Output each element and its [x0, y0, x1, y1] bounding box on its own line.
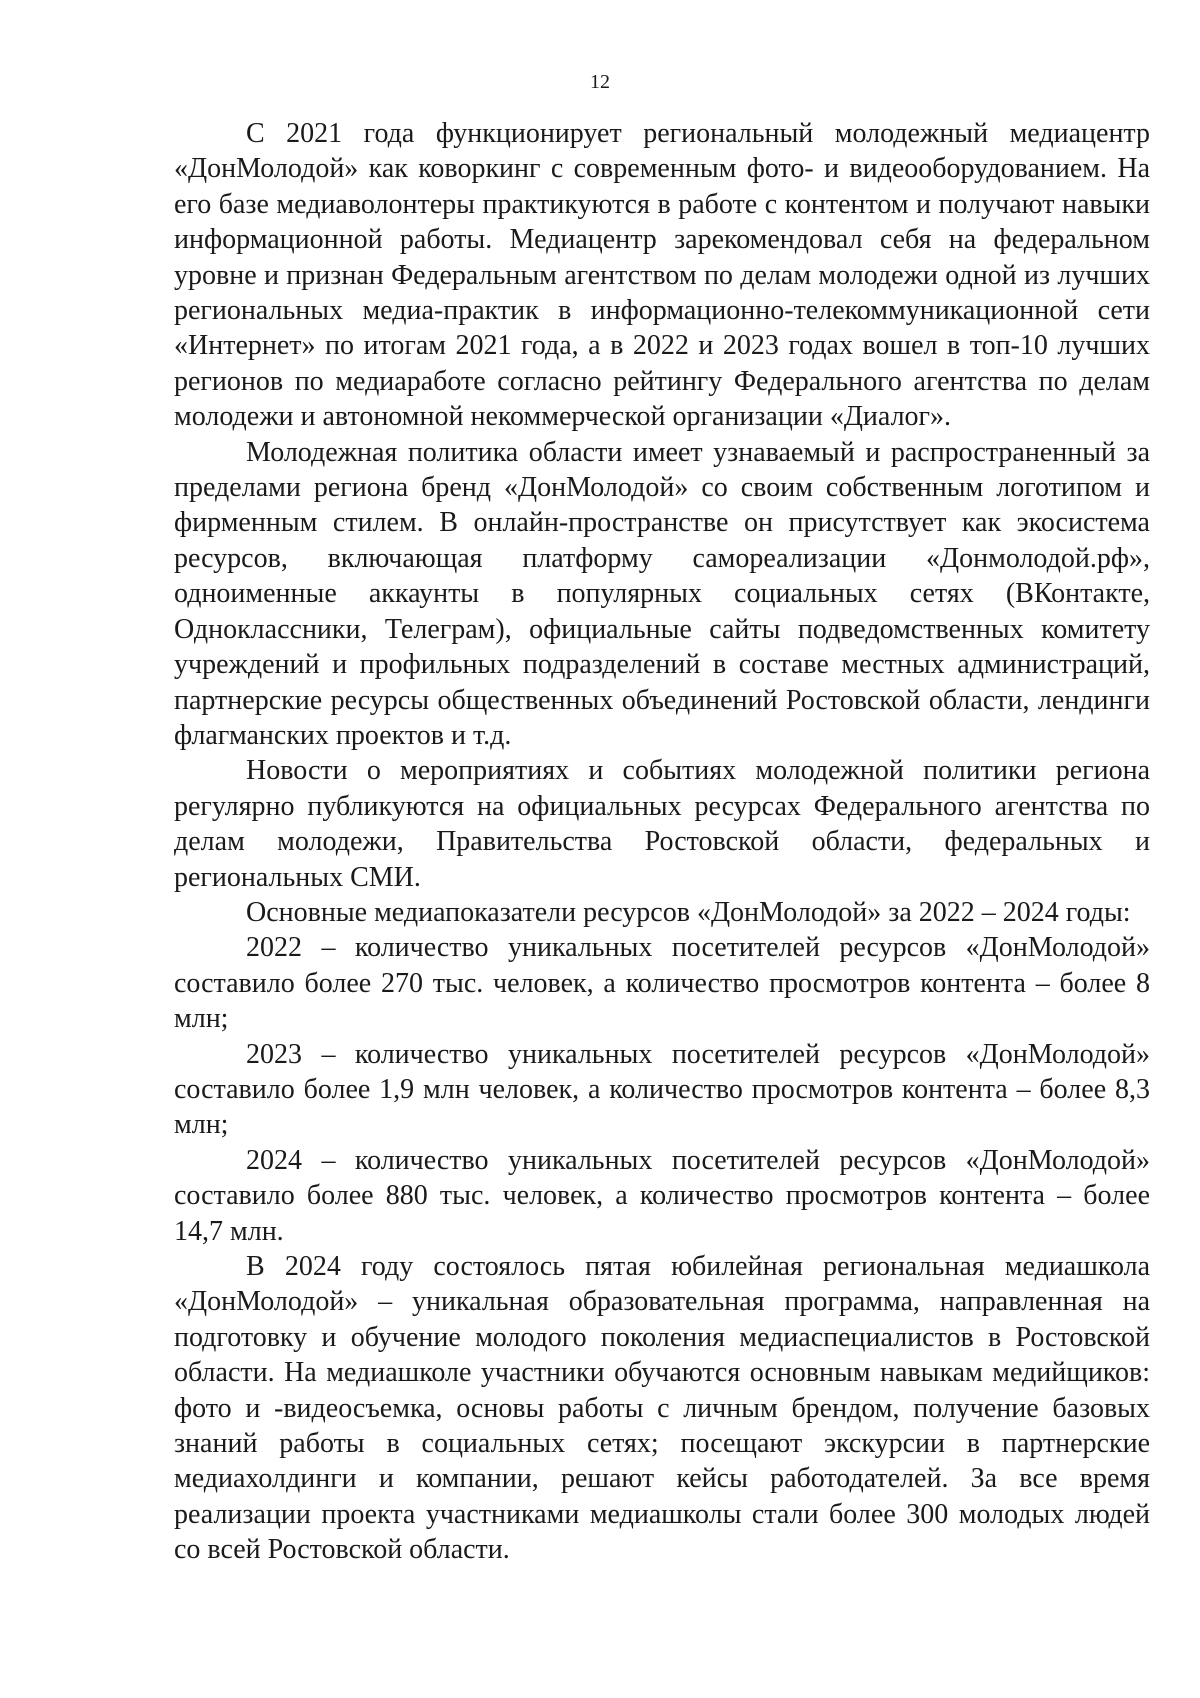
page-number: 12 — [590, 71, 610, 93]
paragraph-media-school: В 2024 году состоялось пятая юбилейная региональная медиашкола «ДонМолодой» – уникальная образовательная программа, направленная на подготовку и обучение молодого поколения медиаспециалистов в Ростовской области. На медиашколе участники обучаются основным навыкам медийщиков: фото и -видеосъемка, основы работы с личным брендом, получение базовых знаний работы в социальных сетях; посещают экскурсии в партнерские медиахолдинги и компании, решают кейсы работодателей. За все время реализации проекта участниками медиашколы стали более 300 молодых людей со всей Ростовской области. — [174, 1251, 1150, 1566]
paragraph-brand: Молодежная политика области имеет узнаваемый и распространенный за пределами региона бренд «ДонМолодой» со своим собственным логотипом и фирменным стилем. В онлайн-пространстве он присутствует как экосистема ресурсов, включающая платформу самореализации «Донмолодой.рф», одноименные аккаунты в популярных социальных сетях (ВКонтакте, Одноклассники, Телеграм), официальные сайты подведомственных комитету учреждений и профильных подразделений в составе местных администраций, партнерские ресурсы общественных объединений Ростовской области, лендинги флагманских проектов и т.д. — [174, 436, 1150, 751]
paragraph-media-indicators-intro: Основные медиапоказатели ресурсов «ДонМолодой» за 2022 – 2024 годы: — [246, 896, 1131, 928]
document-body — [174, 116, 1150, 1568]
paragraph-news: Новости о мероприятиях и событиях молодежной политики региона регулярно публикуются на официальных ресурсах Федерального агентства по делам молодежи, Правительства Ростовской области, федеральных и региональных СМИ. — [174, 755, 1150, 893]
paragraph-mediacenter: С 2021 года функционирует региональный молодежный медиацентр «ДонМолодой» как коворкинг с современным фото- и видеооборудованием. На его базе медиаволонтеры практикуются в работе с контентом и получают навыки информационной работы. Медиацентр зарекомендовал себя на федеральном уровне и признан Федеральным агентством по делам молодежи одной из лучших региональных медиа-практик в информационно-телекоммуникационной сети «Интернет» по итогам 2021 года, а в 2022 и 2023 годах вошел в топ-10 лучших регионов по медиаработе согласно рейтингу Федерального агентства по делам молодежи и автономной некоммерческой организации «Диалог». — [174, 118, 1150, 433]
paragraph-indicators-2023: 2023 – количество уникальных посетителей ресурсов «ДонМолодой» составило более 1,9 млн человек, а количество просмотров контента – более 8,3 млн; — [174, 1038, 1150, 1141]
paragraph-indicators-2022: 2022 – количество уникальных посетителей ресурсов «ДонМолодой» составило более 270 тыс. человек, а количество просмотров контента – более 8 млн; — [174, 932, 1150, 1035]
paragraph-indicators-2024: 2024 – количество уникальных посетителей ресурсов «ДонМолодой» составило более 880 тыс. человек, а количество просмотров контента – более 14,7 млн. — [174, 1144, 1150, 1247]
